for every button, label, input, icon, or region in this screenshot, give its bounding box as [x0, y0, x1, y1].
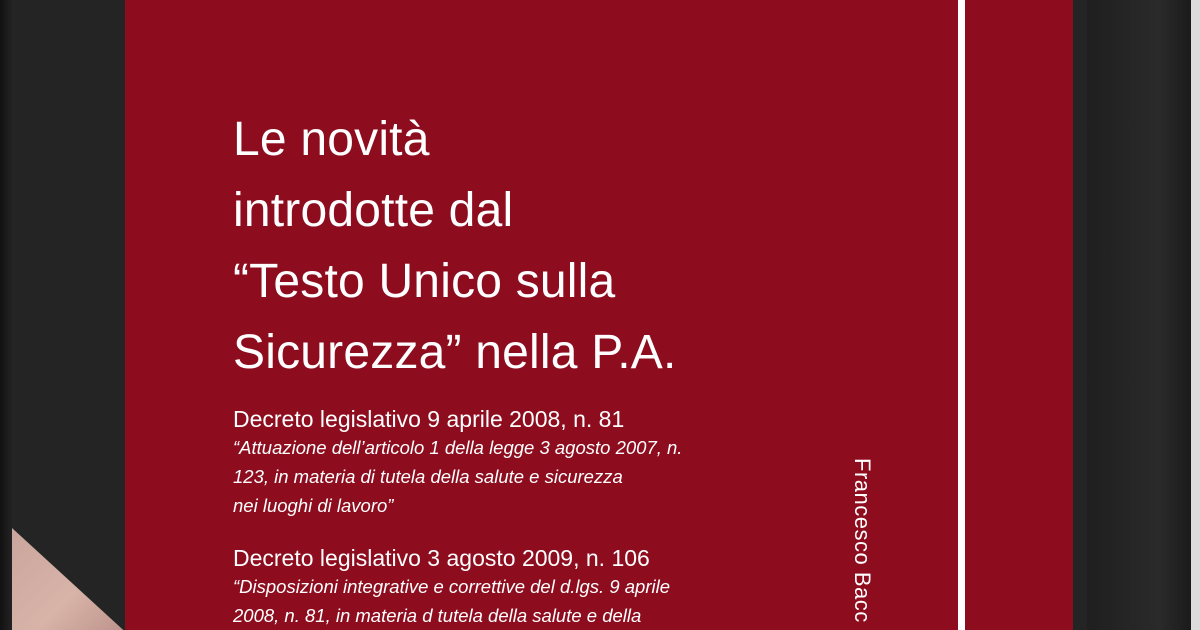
author-name: Francesco Bacc: [850, 458, 875, 623]
decree-heading: Decreto legislativo 9 aprile 2008, n. 81: [233, 406, 625, 432]
right-page-edge: [1191, 0, 1200, 630]
decree-description-line: 2008, n. 81, in materia d tutela della salute e della: [233, 605, 642, 626]
left-shadow: [0, 0, 14, 630]
decree-description-line: “Disposizioni integrative e correttive del d.lgs. 9 aprile: [233, 576, 671, 597]
title-line: Sicurezza” nella P.A.: [233, 326, 677, 379]
decree-description-line: 123, in materia di tutela della salute e sicurezza: [233, 466, 623, 487]
right-shadow: [1087, 0, 1191, 630]
cover-title: [233, 104, 833, 388]
title-line: Le novità: [233, 113, 430, 166]
white-divider-line: [958, 0, 965, 630]
author-spine-text: [845, 458, 885, 630]
title-line: introdotte dal: [233, 184, 514, 237]
decree-heading: Decreto legislativo 3 agosto 2009, n. 106: [233, 545, 650, 571]
decree-block: [233, 406, 833, 519]
decree-description-line: nei luoghi di lavoro”: [233, 495, 394, 516]
decree-description-line: “Attuazione dell’articolo 1 della legge 3 agosto 2007, n.: [233, 437, 683, 458]
title-line: “Testo Unico sulla: [233, 255, 616, 308]
decree-block: [233, 545, 833, 629]
